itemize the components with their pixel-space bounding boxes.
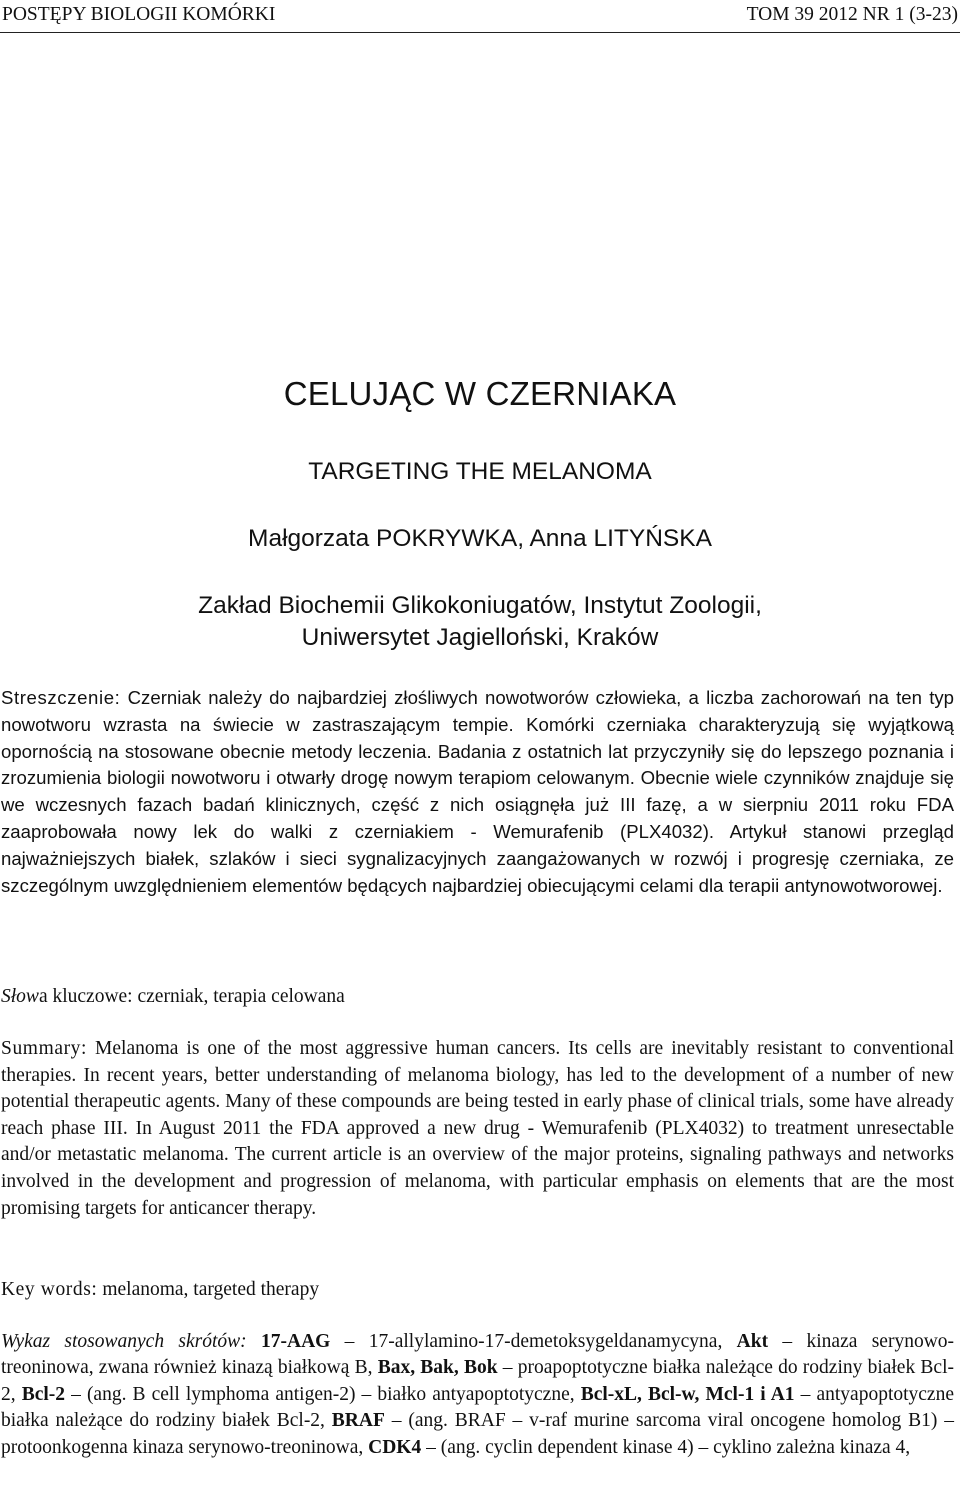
authors: Małgorzata POKRYWKA, Anna LITYŃSKA	[248, 525, 712, 552]
abbrev-def: 17-allylamino-17-demetoksygeldanamycyna,	[368, 1331, 723, 1352]
header-rule	[0, 32, 960, 33]
key-words-text: melanoma, targeted therapy	[102, 1279, 320, 1300]
abbrev-def: proapoptotyczne białka należące do rodziny białek Bcl-2,	[1, 1357, 954, 1405]
abbrev-def: (ang. BRAF – v-raf murine sarcoma viral oncogene homolog B1) – protoonkogenna kinaza serynowo-treoninowa,	[1, 1410, 955, 1458]
abbrev-term: Bcl-xL, Bcl-w, Mcl-1 i A1	[580, 1383, 795, 1405]
abbrev-term: Bax, Bak, Bok	[377, 1357, 498, 1379]
keywords-text: czerniak, terapia celowana	[137, 986, 345, 1007]
keywords-label-italic: Słow	[1, 986, 39, 1007]
abbrev-def: (ang. B cell lymphoma antigen-2) – białko antyapoptotyczne,	[86, 1383, 575, 1405]
abbrev-term: BRAF	[331, 1410, 385, 1432]
running-header	[0, 2, 960, 32]
summary-text: Melanoma is one of the most aggressive human cancers. Its cells are inevitably resistant to conventional therapies. In recent years, better understanding of melanoma biology, has led to the development of a number of new potential therapeutic agents. Many of these compounds are being tested in early phase of clinical trials, some have already reach phase III. In August 2011 the FDA approved a new drug - Wemurafenib (PLX4032) to treatment unresectable and/or metastatic melanoma. The current article is an overview of the major proteins, signaling pathways and networks involved in the development and progression of melanoma, with particular emphasis on elements that are the most promising targets for anticancer therapy.	[1, 1038, 955, 1219]
affiliation-line-2: Uniwersytet Jagielloński, Kraków	[301, 624, 659, 651]
affiliation-line-1: Zakład Biochemii Glikokoniugatów, Instytut Zoologii,	[198, 592, 762, 619]
abbrev-term: Akt	[736, 1331, 769, 1352]
article-title: CELUJĄC W CZERNIAKA	[283, 375, 677, 412]
abstract-polish	[1, 685, 954, 899]
summary-english	[1, 1036, 954, 1222]
abbrev-term: CDK4	[368, 1436, 422, 1458]
volume-info: TOM 39 2012 NR 1 (3-23)	[746, 4, 958, 25]
summary-label: Summary:	[1, 1038, 88, 1059]
article-subtitle: TARGETING THE MELANOMA	[308, 458, 652, 485]
abbrev-term: 17-AAG	[261, 1331, 331, 1352]
keywords-english	[1, 1276, 954, 1303]
journal-name: POSTĘPY BIOLOGII KOMÓRKI	[2, 4, 276, 25]
abbreviations-label: Wykaz stosowanych skrótów:	[1, 1331, 247, 1352]
affiliation	[0, 590, 960, 654]
abstract-text: Czerniak należy do najbardziej złośliwych nowotworów człowieka, a liczba zachorowań na ten typ nowotworu wzrasta na świecie w zastraszającym tempie. Komórki czerniaka charakteryzują się wyjątkową opornością na stosowane obecnie metody leczenia. Badania z ostatnich lat przyczyniły się do lepszego poznania i zrozumienia biologii nowotworu i otwarły drogę nowym terapiom celowanym. Obecnie wiele czynników znajduje się we wczesnych fazach badań klinicznych, część z nich osiągnęła już III fazę, a w sierpniu 2011 roku FDA zaaprobowała nowy lek do walki z czerniakiem - Wemurafenib (PLX4032). Artykuł stanowi przegląd najważniejszych białek, szlaków i sieci sygnalizacyjnych zaangażowanych w rozwój i progresję czerniaka, ze szczególnym uwzględnieniem elementów będących najbardziej obiecującymi celami dla terapii antynowotworowej.	[1, 687, 954, 896]
abbreviations: Wykaz stosowanych skrótów: 17-AAG – 17-allylamino-17-demetoksygeldanamycyna, Akt – kinaza serynowo-treoninowa, zwana również kinazą białkową B, Bax, Bak, Bok – proapoptotyczne białka należące do rodziny białek Bcl-2, Bcl-2 – (ang. B cell lymphoma antigen-2) – białko antyapoptotyczne, Bcl-xL, Bcl-w, Mcl-1 i A1 – antyapoptotyczne białka należące do rodziny białek Bcl-2, BRAF – (ang. BRAF – v-raf murine sarcoma viral oncogene homolog B1) – protoonkogenna kinaza serynowo-treoninowa, CDK4 – (ang. cyclin dependent kinase 4) – cyklino zależna kinaza 4,	[1, 1331, 955, 1458]
abstract-label: Streszczenie:	[1, 687, 121, 708]
keywords-label: a kluczowe:	[38, 986, 133, 1007]
abbrev-def: kinaza serynowo-treoninowa, zwana również kinazą białkową B,	[1, 1331, 955, 1379]
abbrev-term: Bcl-2	[21, 1383, 66, 1405]
key-words-label: Key words:	[1, 1279, 98, 1300]
abbrev-def: (ang. cyclin dependent kinase 4) – cyklino zależna kinaza 4,	[440, 1436, 911, 1458]
keywords-polish	[1, 983, 954, 1010]
abbrev-def: antyapoptotyczne białka należące do rodziny białek Bcl-2,	[1, 1383, 954, 1432]
